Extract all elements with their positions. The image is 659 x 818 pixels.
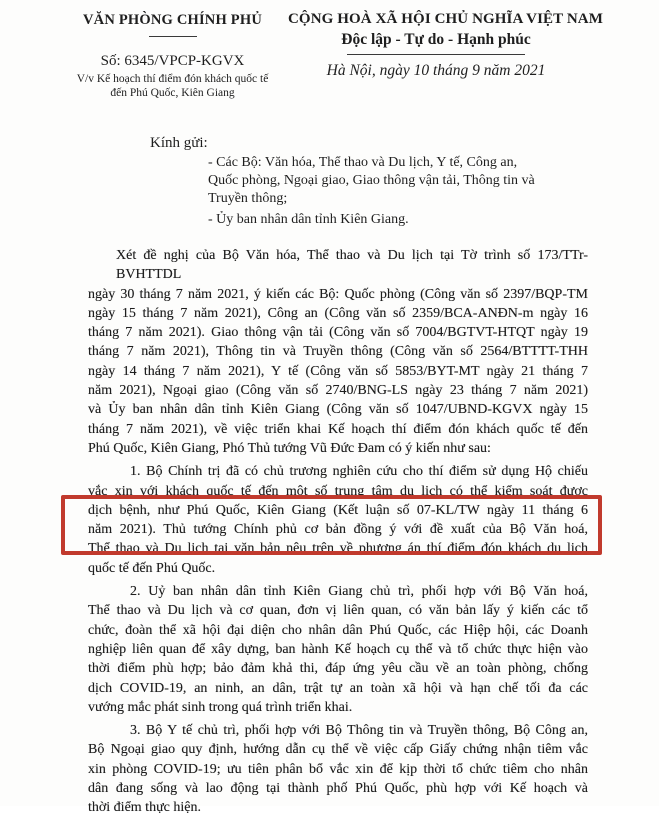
recipient-item — [208, 211, 590, 229]
text-line: Phú Quốc, Kiên Giang, Phó Thủ tướng Vũ Đức Đam có ý kiến như sau: — [88, 440, 491, 456]
text-line: nghiệp liên quan để xây dựng, ban hành Kế hoạch cụ thể và tổ chức thực hiện vào — [88, 641, 588, 657]
document-body — [88, 246, 588, 818]
text-line: Bộ Ngoại giao quy định, hướng dẫn cụ thể về việc cấp Giấy chứng nhận tiêm vắc — [88, 742, 588, 758]
place-and-date: Hà Nội, ngày 10 tháng 9 năm 2021 — [326, 62, 546, 79]
document-number: Số: 6345/VPCP-KGVX — [100, 53, 245, 69]
paragraph — [88, 246, 588, 458]
text-line: năm 2021), Ngoại giao (Công văn số 2740/BNG-LS ngày 23 tháng 7 năm 2021) — [88, 383, 588, 399]
motto: Độc lập - Tự do - Hạnh phúc — [341, 31, 531, 48]
text-line: Thể thao và Du lịch tại văn bản nêu trên về phương án thí điểm đón khách du lịch — [88, 541, 588, 557]
text-line: vắc xin với khách quốc tế đến một số trung tâm du lịch có thể kiểm soát được — [88, 483, 588, 499]
text-line: - Ủy ban nhân dân tỉnh Kiên Giang. — [208, 211, 409, 227]
document-subject — [60, 72, 285, 100]
text-line: 3. Bộ Y tế chủ trì, phối hợp với Bộ Thông tin và Truyền thông, Bộ Công an, — [130, 723, 588, 739]
text-line: 1. Bộ Chính trị đã có chủ trương nghiên cứu cho thí điểm sử dụng Hộ chiếu — [130, 464, 588, 480]
text-line: 2. Uỷ ban nhân dân tỉnh Kiên Giang chủ trì, phối hợp với Bộ Văn hoá, — [130, 584, 588, 600]
text-line: chức, đoàn thể xã hội đại diện cho nhân dân Phú Quốc, các Hiệp hội, các Doanh — [88, 622, 588, 638]
text-line: Thể thao và Du lịch và cơ quan, đơn vị liên quan, có văn bản lấy ý kiến các tổ — [88, 603, 588, 619]
text-line: thời điểm thực hiện. — [88, 800, 201, 816]
text-line: tháng 7 năm 2021), Thông tin và Truyền thông (Công văn số 2564/BTTTT-THH — [88, 344, 588, 360]
text-line: ngày 15 tháng 7 năm 2021), Công an (Công văn số 2359/BCA-ANĐN-m ngày 16 — [88, 305, 588, 321]
header-issuing-agency — [60, 12, 285, 100]
text-line: thời điểm phù hợp; bảo đảm khả thi, đáp ứng yêu cầu về an toàn phòng, chống — [88, 661, 588, 677]
paragraph — [88, 721, 588, 817]
salutation-block — [150, 135, 590, 229]
text-line: Truyền thông; — [208, 191, 288, 207]
subject-line-2: đến Phú Quốc, Kiên Giang — [110, 87, 235, 99]
text-line: ngày 30 tháng 7 năm 2021, ý kiến các Bộ: Quốc phòng (Công văn số 2397/BQP-TM — [88, 286, 588, 302]
text-line: Quốc phòng, Ngoại giao, Giao thông vận tải, Thông tin và — [208, 173, 535, 189]
agency-name: VĂN PHÒNG CHÍNH PHỦ — [82, 12, 262, 28]
salutation-label: Kính gửi: — [150, 135, 208, 151]
text-line: - Các Bộ: Văn hóa, Thể thao và Du lịch, Y tế, Công an, — [208, 155, 518, 170]
text-line: vướng mắc phát sinh trong quá trình triển khai. — [88, 699, 353, 715]
text-line: dịch COVID-19, an ninh, an dân, trật tự an toàn xã hội và hạn chế tối đa các — [88, 680, 588, 696]
text-line: và Ủy ban nhân dân tỉnh Kiên Giang (Công văn số 1047/UBND-KGVX ngày 15 — [88, 402, 588, 418]
header-national-motto — [288, 11, 603, 80]
text-line: năm 2021). Thủ tướng Chính phủ cơ bản đồng ý với đề xuất của Bộ Văn hoá, — [88, 522, 588, 538]
text-line: dịch bệnh, như Phú Quốc, Kiên Giang (Kết luận số 07-KL/TW ngày 11 tháng 6 — [88, 502, 588, 518]
agency-rule — [149, 36, 197, 37]
subject-line-1: V/v Kế hoạch thí điểm đón khách quốc tế — [76, 73, 269, 85]
text-line: ngày 14 tháng 7 năm 2021), Y tế (Công văn số 5853/BYT-MT ngày 21 tháng 7 — [88, 363, 588, 379]
recipient-item — [208, 154, 590, 209]
text-line: tháng 7 năm 2021), về việc triển khai Kế hoạch thí điểm đón khách quốc tế đến — [88, 421, 588, 437]
motto-rule — [347, 54, 525, 55]
text-line: quốc tế đến Phú Quốc. — [88, 560, 216, 576]
text-line: Xét đề nghị của Bộ Văn hóa, Thể thao và Du lịch tại Tờ trình số 173/TTr-BVHTTDL — [116, 248, 588, 283]
recipient-list — [208, 154, 590, 229]
text-line: xin phòng COVID-19; ưu tiên phân bổ vắc xin để kịp thời tổ chức tiêm cho nhân — [88, 761, 588, 777]
text-line: tháng 7 năm 2021). Giao thông vận tải (Công văn số 7004/BGTVT-HTQT ngày 19 — [88, 325, 588, 341]
text-line: dân đang sống và lao động tại thành phố Phú Quốc, phù hợp với Kế hoạch và — [88, 781, 588, 797]
paragraph — [88, 582, 588, 717]
paragraph — [88, 462, 588, 578]
national-title: CỘNG HOÀ XÃ HỘI CHỦ NGHĨA VIỆT NAM — [288, 11, 603, 27]
